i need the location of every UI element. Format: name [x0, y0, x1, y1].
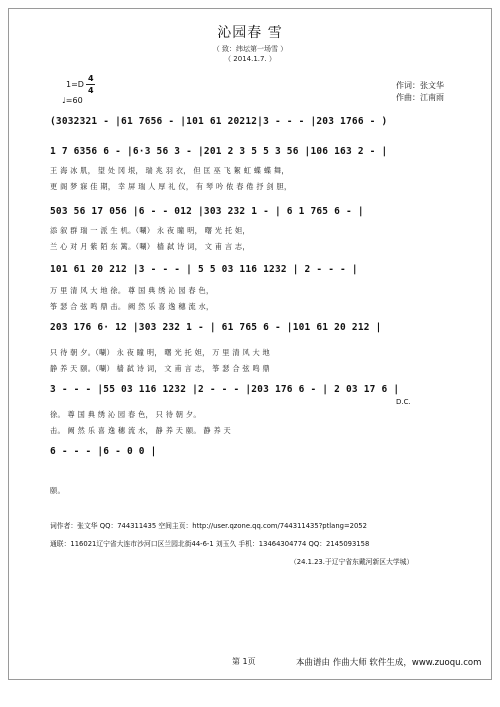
author-contact-line: 词作者：张文华 QQ：744311435 空间主页：http://user.qzone.qq.com/744311435?ptlang=2052 — [50, 522, 367, 530]
lyric-line-5b: 静 养 天 颐。（唰） 樯 弑 诗 词， 文 甫 言 志， 筝 瑟 合 弦 鸣 鼎 — [50, 364, 271, 373]
lyric-line-4b: 筝 瑟 合 弦 鸣 鼎 击。 阙 然 乐 喜 逸 穗 流 水， — [50, 302, 214, 311]
generator-credit: 本曲谱由 作曲大师 软件生成，www.zuoqu.com — [296, 658, 482, 668]
tempo-mark: ♩=60 — [62, 96, 83, 105]
lyric-line-6a: 徐。 尊 国 典 绣 沁 园 春 色， 只 待 朝 夕。 — [50, 410, 201, 419]
score-line-1: (3032321 - |61 7656 - |101 61 20212|3 - - - |203 1766 - ) — [50, 116, 388, 127]
score-line-6: 3 - - - |55 03 116 1232 |2 - - - |203 176 6 - | 2 03 17 6 | — [50, 384, 400, 395]
lyric-line-4a: 万 里 清 风 大 地 徐。 尊 国 典 绣 沁 园 春 色， — [50, 286, 214, 295]
time-signature-top: 4 — [88, 74, 94, 83]
composer-credit: 作曲：江南雨 — [396, 93, 444, 102]
dc-mark: D.C. — [396, 398, 411, 406]
lyric-line-3a: 添 叙 群 瑞 一 派 生 机。（唰） 永 夜 瞳 明， 曙 光 托 妲， — [50, 226, 250, 235]
score-line-2: 1 7 6356 6 - |6·3 56 3 - |201 2 3 5 5 3 56 |106 163 2 - | — [50, 146, 388, 157]
subtitle-line-2: （ 2014.1.7. ） — [224, 55, 276, 63]
lyricist-credit: 作词：张文华 — [396, 81, 444, 90]
page-number: 第 1页 — [232, 657, 256, 666]
page-frame — [8, 8, 492, 680]
key-signature: 1=D — [66, 80, 84, 89]
score-line-4: 101 61 20 212 |3 - - - | 5 5 03 116 1232 | 2 - - - | — [50, 264, 358, 275]
lyric-line-7a: 颐。 — [50, 486, 65, 495]
song-title: 沁园春 雪 — [217, 25, 283, 41]
time-signature-rule — [86, 84, 95, 85]
score-line-5: 203 176 6· 12 |303 232 1 - | 61 765 6 - |101 61 20 212 | — [50, 322, 382, 333]
address-line: 通联：116021辽宁省大连市沙河口区兰园北街44-6-1 刘玉久 手机：13464304774 QQ：2145093158 — [50, 540, 370, 548]
lyric-line-6b: 击。 阙 然 乐 喜 逸 穗 流 水， 静 养 天 颐。 静 养 天 — [50, 426, 232, 435]
score-line-7: 6 - - - |6 - 0 0 | — [50, 446, 157, 457]
time-signature-bottom: 4 — [88, 86, 94, 95]
date-place-line: （24.1.23.于辽宁省东戴河新区大学城） — [290, 558, 414, 566]
lyric-line-5a: 只 待 朝 夕。（唰） 永 夜 瞳 明， 曙 光 托 妲， 万 里 清 风 大 地 — [50, 348, 271, 357]
score-line-3: 503 56 17 056 |6 - - 012 |303 232 1 - | 6 1 765 6 - | — [50, 206, 364, 217]
lyric-line-2a: 王 海 冰 肌， 望 处 冈 垠， 瑞 兆 羽 衣， 但 匡 巫 飞 絮 虹 蝶 蝶 舞， — [50, 166, 289, 175]
subtitle-line-1: （ 致：纬坛第一场雪 ） — [212, 45, 288, 53]
lyric-line-2b: 更 阁 梦 寐 佳 期， 幸 屏 瑞 人 厚 礼 仪， 有 琴 吟 侬 春 倦 抒 剑 胆， — [50, 182, 292, 191]
lyric-line-3b: 兰 心 对 月 紫 陌 东 篱。（唰） 樯 弑 诗 词， 文 甫 言 志， — [50, 242, 250, 251]
